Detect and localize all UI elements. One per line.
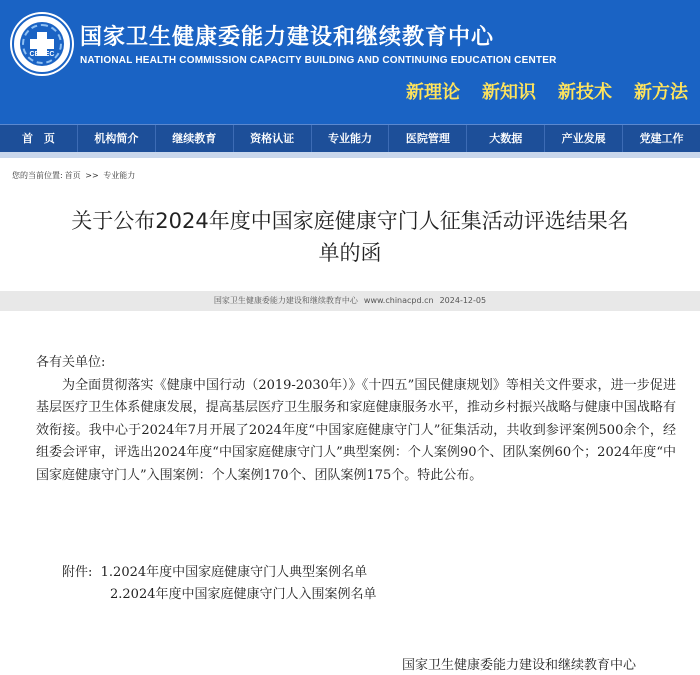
slogan-group [406,78,688,104]
slogan-new-method: 新方法 [634,82,688,103]
slogan-new-technology: 新技术 [558,82,612,103]
breadcrumb-home-link[interactable]: 首页 [64,171,81,180]
article-signature: 国家卫生健康委能力建设和继续教育中心 [402,658,637,673]
article-source: 国家卫生健康委能力建设和继续教育中心 [213,296,358,305]
article-title-line-1: 关于公布2024年度中国家庭健康守门人征集活动评选结果名 [71,209,629,233]
article-salutation: 各有关单位: [36,355,106,370]
cbcec-logo-icon[interactable] [12,14,72,74]
slogan-new-knowledge: 新知识 [482,82,536,103]
article-title-line-2: 单的函 [318,241,382,265]
nav-item-professional-capacity[interactable]: 专业能力 [312,125,390,152]
nav-item-big-data[interactable]: 大数据 [467,125,545,152]
breadcrumb-current[interactable]: 专业能力 [103,171,136,180]
nav-item-certification[interactable]: 资格认证 [234,125,312,152]
nav-item-about[interactable]: 机构简介 [78,125,156,152]
breadcrumb-separator: >> [85,171,99,180]
site-header [0,0,700,124]
article-date: 2024-12-05 [439,296,487,305]
article-body [36,352,676,487]
nav-item-hospital-management[interactable]: 医院管理 [389,125,467,152]
main-nav [0,124,700,152]
nav-item-home[interactable]: 首 页 [0,125,78,152]
attachment-link-1[interactable]: 1.2024年度中国家庭健康守门人典型案例名单 [100,565,368,580]
org-name-en: NATIONAL HEALTH COMMISSION CAPACITY BUILDING AND CONTINUING EDUCATION CENTER [80,55,557,66]
logo-abbr: CBCEC [29,51,55,58]
nav-item-continuing-education[interactable]: 继续教育 [156,125,234,152]
article-title [0,205,700,269]
attachments-label: 附件: [62,565,93,580]
org-name-cn: 国家卫生健康委能力建设和继续教育中心 [80,25,495,50]
nav-item-party-building[interactable]: 党建工作 [639,132,684,145]
attachment-link-2[interactable]: 2.2024年度中国家庭健康守门人入围案例名单 [110,587,377,602]
article-paragraph: 为全面贯彻落实《健康中国行动（2019-2030年）》《十四五”国民健康规划》等相关文件要求，进一步促进基层医疗卫生体系健康发展，提高基层医疗卫生服务和家庭健康服务水平，推动乡村振兴战略与健康中国战略有效衔接。我中心于2024年7月开展了2024年度“中国家庭健康守门人”征集活动，共收到参评案例500余个，经组委会评审，评选出2024年度“中国家庭健康守门人”典型案例：个人案例90个、团队案例60个；2024年度“中国家庭健康守门人”入围案例：个人案例170个、团队案例175个。特此公布。 [36,377,676,483]
article-site: www.chinacpd.cn [363,296,434,305]
attachment-list [62,562,377,606]
breadcrumb [12,170,137,181]
breadcrumb-prefix: 您的当前位置: [12,171,63,180]
slogan-new-theory: 新理论 [406,82,460,103]
nav-divider [0,152,700,158]
nav-item-industry[interactable]: 产业发展 [545,125,623,152]
article-meta [0,291,700,311]
